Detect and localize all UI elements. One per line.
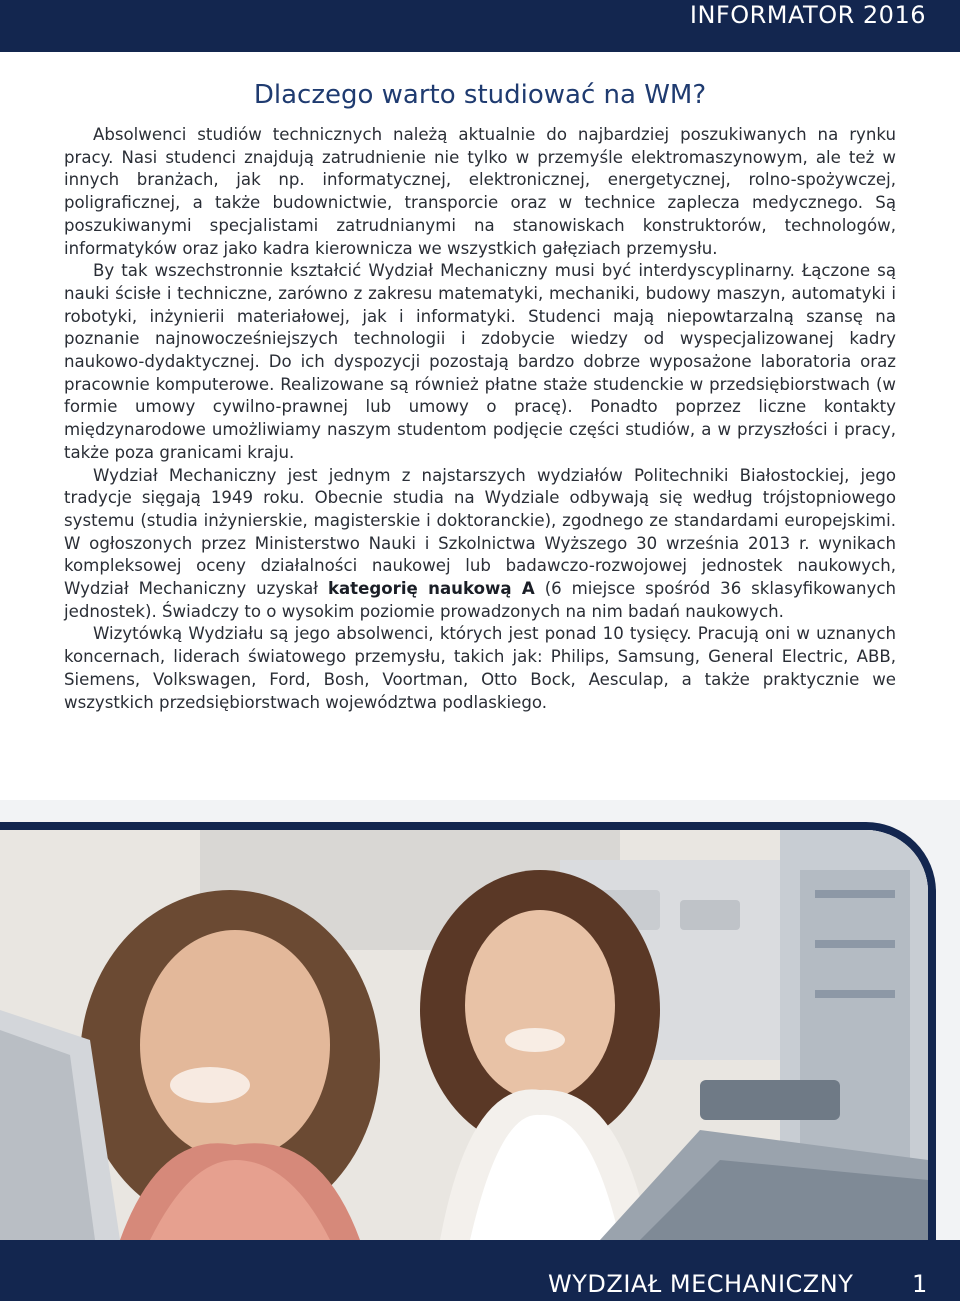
article-heading: Dlaczego warto studiować na WM?: [253, 80, 707, 110]
paragraph-history: [64, 465, 896, 624]
publication-title: INFORMATOR 2016: [689, 1, 926, 29]
category-highlight: kategorię naukową A: [327, 579, 535, 599]
faculty-name: WYDZIAŁ MECHANICZNY: [548, 1270, 854, 1298]
footer-bar: [0, 1240, 960, 1301]
paragraph-history-text-b: (6 miejsce spośród 36 sklasyfikowanych jednostek). Świadczy to o wysokim poziomie prowadzonych na nim badań naukowych.: [64, 579, 897, 621]
lab-photo-illustration: [0, 830, 928, 1240]
paragraph-graduates: Absolwenci studiów technicznych należą aktualnie do najbardziej poszukiwanych na rynku pracy. Nasi studenci znajdują zatrudnienie nie tylko w przemyśle elektromaszynowym, ale też w innych branżach, jak np. informatycznej, elektronicznej, energetycznej, rolno-spożywczej, poligraficznej, a także budownictwie, transporcie oraz w technice zaplecza medycznego. Są poszukiwanymi specjalistami zatrudnianymi na stanowiskach konstruktorów, technologów, informatyków oraz jako kadra kierownicza we wszystkich gałęziach przemysłu.: [64, 125, 896, 258]
article-body: [64, 124, 896, 714]
paragraph-history-text-a: Wydział Mechaniczny jest jednym z najstarszych wydziałów Politechniki Białostockiej, jego tradycje sięgają 1949 roku. Obecnie studia na Wydziale odbywają się według trójstopniowego systemu (studia inżynierskie, magisterskie i doktoranckie), zgodnego ze standardami europejskimi. W ogłoszonych przez Ministerstwo Nauki i Szkolnictwa Wyższego 30 września 2013 r. wynikach kompleksowej oceny działalności naukowej lub badawczo-rozwojowej jednostek naukowych, Wydział Mechaniczny uzyskał: [64, 465, 896, 599]
header-bar: [0, 0, 960, 52]
paragraph-alumni: Wizytówką Wydziału są jego absolwenci, których jest ponad 10 tysięcy. Pracują oni w uznanych koncernach, liderach światowego przemysłu, takich jak: Philips, Samsung, General Electric, ABB, Siemens, Volkswagen, Ford, Bosh, Voortman, Otto Bock, Aesculap, a także praktycznie we wszystkich przedsiębiorstwach województwa podlaskiego.: [64, 624, 896, 712]
students-photo: [0, 822, 936, 1240]
page-number: 1: [912, 1270, 928, 1298]
paragraph-interdisciplinary: By tak wszechstronnie kształcić Wydział Mechaniczny musi być interdyscyplinarny. Łączone są nauki ścisłe i techniczne, zarówno z zakresu matematyki, mechaniki, budowy maszyn, automatyki i robotyki, inżynierii materiałowej, jak i informatyki. Studenci mają niepowtarzalną szansę na poznanie najnowocześniejszych technologii i zdobycie wiedzy od wyspecjalizowanej kadry naukowo-dydaktycznej. Do ich dyspozycji pozostają bardzo dobrze wyposażone laboratoria oraz pracownie komputerowe. Realizowane są również płatne staże studenckie w przedsiębiorstwach (w formie umowy cywilno-prawnej lub umowy o pracę). Ponadto poprzez liczne kontakty międzynarodowe umożliwiamy naszym studentom podjęcie części studiów, a w przyszłości i pracy, także poza granicami kraju.: [64, 261, 896, 462]
